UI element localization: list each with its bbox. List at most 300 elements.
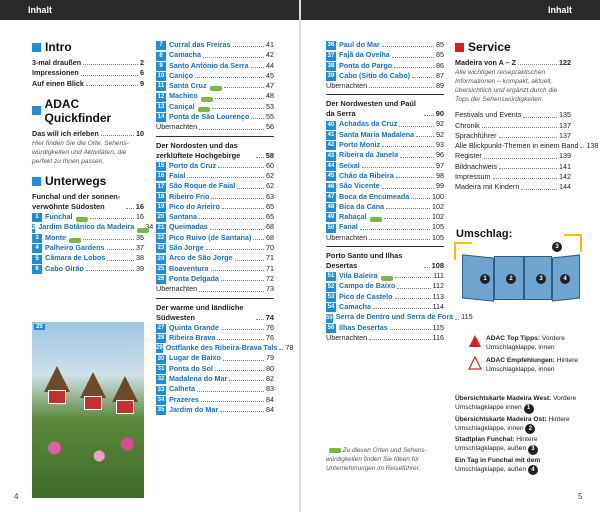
toc-row[interactable] [156,253,274,263]
page-ref: 112 [432,281,444,291]
toc-row[interactable] [455,182,571,192]
entry-number: 34 [157,396,165,403]
toc-row[interactable] [156,181,274,191]
entry-title: Caniçal [169,101,195,111]
entry-number: 32 [157,376,165,383]
page-ref: 82 [266,374,274,384]
region-heading: Der Nordosten und das zerklüftete Hochgebirge 58 [156,140,274,160]
flowers [32,432,144,472]
entry-title: Bildnachweis [455,161,497,171]
entry-title: Ilhas Desertas [339,322,388,332]
entry-number: 46 [327,183,335,190]
entry-number: 36 [327,42,335,49]
page-ref: 45 [266,70,274,80]
header-left: Inhalt [0,0,299,20]
toc-row[interactable] [156,264,274,274]
entry-title: Vila Baleira [339,271,378,281]
map-marker: 2 [525,424,535,434]
entry-number: 41 [327,132,335,139]
entry-number: 42 [327,142,335,149]
page-ref: 141 [559,161,571,171]
entry-title: Prazeres [169,394,199,404]
entry-number: 1 [32,213,42,222]
entry-number: 47 [327,193,335,200]
toc-row[interactable] [156,222,274,232]
map-marker: 1 [524,404,534,414]
entry-title: Santa Cruz [169,81,207,91]
page-ref: 85 [436,50,444,60]
page-ref: 105 [432,222,444,232]
entry-number: 2 [32,224,36,231]
toc-row[interactable] [156,171,274,181]
toc-row[interactable] [326,40,444,50]
car-icon [329,447,341,453]
car-icon [198,106,210,112]
page-ref: 114 [432,301,444,311]
entry-title: Register [455,151,482,161]
marker-2: 2 [506,274,516,284]
entry-title: Faial [169,170,186,180]
square-icon [455,43,464,52]
toc-row[interactable] [326,181,444,191]
car-icon [370,216,382,222]
photo-santana-houses: 25 [32,322,144,498]
entry-title: São Roque de Faial [169,181,236,191]
map-entry[interactable]: Stadtplan Funchal: Hintere Umschlagklappe, außen 3 [455,435,585,455]
entry-number: 19 [157,204,165,211]
toc-row[interactable] [32,243,144,253]
page-ref: 100 [432,191,444,201]
column-4 [455,40,599,193]
toc-row[interactable] [156,343,294,353]
page-ref: 47 [266,81,274,91]
page-ref: 98 [436,170,444,180]
car-icon [381,275,393,281]
toc-row[interactable] [156,161,274,171]
page-ref: 9 [140,78,144,88]
toc-row[interactable] [326,192,444,202]
entry-title: Caniço [169,70,193,80]
entry-title: Boaventura [169,263,209,273]
page-ref: 79 [266,353,274,363]
entry-number: 37 [327,52,335,59]
entry-number: 12 [157,93,165,100]
toc-row[interactable] [326,292,444,302]
entry-title: Madalena do Mar [169,374,228,384]
entry-number: 10 [157,73,165,80]
toc-row[interactable] [326,302,444,312]
car-icon [201,96,213,102]
page-ref: 135 [559,110,571,120]
page-ref: 142 [559,172,571,182]
page-ref: 65 [266,201,274,211]
toc-row[interactable] [156,102,274,112]
cover-diagram [460,244,582,308]
entry-number: 6 [32,265,42,274]
page-ref: 93 [436,140,444,150]
page-ref: 87 [436,70,444,80]
entry-title: Campo de Baixo [339,281,396,291]
entry-title: Camacha [169,50,201,60]
toc-row[interactable] [32,212,144,222]
page-ref: 84 [266,404,274,414]
toc-row[interactable] [326,71,444,81]
page-ref: 41 [266,40,274,49]
page-ref: 48 [266,91,274,101]
toc-row[interactable] [156,333,274,343]
entry-title: Ponta do Pargo [339,60,393,70]
section-intro: Intro [32,40,144,54]
entry-title: Jardim do Mar [169,404,219,414]
toc-row[interactable] [156,40,274,50]
entry-number: 5 [32,255,42,264]
toc-row[interactable] [455,141,599,151]
toc-row[interactable] [156,71,274,81]
toc-row[interactable] [326,212,444,222]
toc-row[interactable] [156,323,274,333]
toc-row[interactable] [32,264,144,274]
column-1 [32,40,154,274]
toc-row[interactable] [156,212,274,222]
toc-row[interactable] [156,91,274,101]
page-number-right: 5 [578,492,583,501]
page-ref: 70 [266,243,274,253]
entry-title: Impressum [455,172,491,182]
page-ref: 86 [436,60,444,70]
entry-number: 9 [156,62,166,71]
entry-number: 51 [327,273,335,280]
page-gutter [299,0,301,512]
entry-title: Quinta Grande [169,322,219,332]
entry-title: Ostflanke des Ribeira-Brava Tals [165,343,278,353]
entry-title: Paul do Mar [339,40,380,49]
toc-row[interactable] [156,233,274,243]
square-icon [32,177,41,186]
entry-title: Madeira mit Kindern [455,182,520,192]
page-ref: 97 [436,160,444,170]
toc-row[interactable] [455,110,571,120]
page-ref: 34 [145,222,154,232]
page-ref: 137 [559,120,571,130]
quickfinder-note: Hier finden Sie die Orte, Sehens-würdigkeiten und Aktivitäten, die perfekt zu Ihnen passen. [32,140,129,166]
toc-row[interactable]: Übernachten 56 [156,122,274,132]
page-ref: 137 [559,130,571,140]
page-ref: 99 [436,181,444,191]
page-ref: 102 [432,212,444,222]
entry-title: Funchal [45,212,73,222]
map-marker: 4 [528,465,538,475]
page-ref: 55 [266,112,274,122]
page-ref: 71 [266,253,274,263]
page-ref: 39 [136,263,144,273]
entry-number: 55 [326,314,333,321]
entry-title: Ribeira da Janela [339,150,399,160]
entry-title: Santa Maria Madalena [339,129,415,139]
entry-title: Curral das Freiras [169,40,231,49]
toc-row[interactable] [156,243,274,253]
entry-title: Achadas da Cruz [339,119,398,129]
entry-number: 13 [157,104,165,111]
entry-title: Porto da Cruz [169,160,217,170]
toc-row[interactable]: Das will ich erleben 10 [32,128,144,138]
page-ref: 85 [436,40,444,49]
entry-number: 20 [157,214,165,221]
entry-title: Chão da Ribeira [339,170,394,180]
toc-row[interactable] [156,81,274,91]
toc-row[interactable] [455,162,571,172]
section-unterwegs: Unterwegs [32,174,144,188]
page-ref: 62 [266,181,274,191]
entry-title: Lugar de Baixo [169,353,221,363]
page-ref: 37 [136,243,144,253]
entry-number: 8 [156,52,166,61]
page-ref: 144 [559,182,571,192]
entry-title: Ponta Delgada [169,273,219,283]
page-ref: 72 [266,273,274,283]
map-entry[interactable]: Übersichtskarte Madeira West: Vordere Umschlagklappe innen 1 [455,394,585,414]
marker-4: 4 [560,274,570,284]
page-ref: 78 [285,343,294,353]
house-shape [80,372,106,410]
page-ref: 80 [266,363,274,373]
page-ref: 44 [266,60,274,70]
toc-row[interactable] [156,61,274,71]
entry-number: 26 [157,276,165,283]
page-ref: 139 [559,151,571,161]
entry-title: Santo António da Serra [169,60,249,70]
toc-row[interactable] [156,364,274,374]
entry-number: 52 [327,283,335,290]
car-icon [210,85,222,91]
entry-title: Ribeira Brava [169,332,216,342]
entry-number: 7 [156,41,166,50]
page-ref: 96 [436,150,444,160]
entry-title: São Jorge [169,243,204,253]
entry-number: 31 [157,366,165,373]
entry-number: 29 [156,345,163,352]
toc-row[interactable] [455,131,571,141]
map-entry[interactable]: Ein Tag in Funchal mit dem Umschlagklappe, außen 4 [455,456,585,476]
entry-title: Seixal [339,160,360,170]
entry-title: Alle Blickpunkt-Themen in einem Band [455,141,579,151]
toc-row[interactable] [32,79,144,89]
entry-title: Ponta do Sol [169,363,213,373]
car-icon [69,237,81,243]
page-ref: 76 [266,332,274,342]
entry-number: 56 [327,324,335,331]
toc-row[interactable] [326,271,444,281]
entry-number: 27 [157,324,165,331]
entry-number: 39 [327,73,335,80]
entry-title: Queimadas [169,222,208,232]
entry-number: 23 [157,245,165,252]
entry-title: Monte [45,232,67,242]
page-ref: 83 [266,384,274,394]
toc-row[interactable] [326,61,444,71]
region-heading: Porto Santo und Ilhas Desertas 108 [326,251,444,271]
toc-row[interactable] [455,172,571,182]
entry-title: Serra de Dentro und Serra de Fora [335,312,454,322]
page-ref: 42 [266,50,274,60]
entry-title: Bica da Cana [339,201,385,211]
entry-title: Jardim Botânico da Madeira [38,222,135,232]
entry-title: Câmara de Lobos [45,253,106,263]
page-ref: 62 [266,170,274,180]
page-ref: 102 [432,201,444,211]
entry-number: 40 [327,121,335,128]
page-ref: 53 [266,101,274,111]
entry-number: 35 [157,407,165,414]
entry-title: Cabo Girão [45,263,84,273]
entry-title: Arco de São Jorge [169,253,233,263]
section-quickfinder: ADAC Quickfinder [32,97,144,125]
entry-title: Camacha [339,301,371,311]
page-ref: 65 [266,212,274,222]
entry-number: 48 [327,204,335,211]
house-shape [112,376,138,414]
marker-3: 3 [536,274,546,284]
toc-row[interactable]: Übernachten 73 [156,284,274,294]
entry-number: 43 [327,152,335,159]
page-ref: 115 [461,312,473,322]
entry-number: 49 [327,214,335,221]
region-heading: Der warme und ländliche Südwesten 74 [156,302,274,322]
maps-list [455,394,585,476]
toc-row[interactable] [326,119,444,129]
toc-row[interactable] [455,121,571,131]
page-ref: 38 [136,253,144,263]
toc-row[interactable] [156,50,274,60]
entry-number: 54 [327,304,335,311]
toc-row[interactable] [326,171,444,181]
entry-number: 28 [157,335,165,342]
entry-title: Boca da Encumeada [339,191,410,201]
page-ref: 2 [140,58,144,67]
region-heading: Funchal und der sonnen-verwöhnte Südosten 16 [32,192,144,212]
entry-title: Palheiro Gardens [45,243,105,253]
toc-row[interactable]: Übernachten 116 [326,332,444,342]
entry-title: Pico do Arieiro [169,201,220,211]
entry-number: 50 [327,224,335,231]
toc-row[interactable] [326,323,444,333]
entry-title: 3-mal draußen [32,58,82,67]
toc-row[interactable] [156,405,274,415]
entry-number: 21 [157,224,165,231]
entry-number: 22 [157,235,165,242]
entry-title: Festivals und Events [455,110,522,120]
entry-number: 16 [157,173,165,180]
entry-number: 30 [157,355,165,362]
entry-title: São Vicente [339,181,380,191]
car-legend-note: Zu diesen Orten und Sehens-würdigkeiten finden Sie Ideen für Unternehmungen im Reiseführer. [326,447,427,472]
entry-number: 45 [327,173,335,180]
toc-row[interactable] [326,161,444,171]
toc-row[interactable] [32,233,144,243]
entry-title: Pico Ruivo (de Santana) [169,232,252,242]
entry-title: Sprachführer [455,130,497,140]
page-ref: 76 [266,322,274,332]
toc-row[interactable]: Madeira von A – Z 122 [455,58,571,67]
entry-title: Ribeiro Frio [169,191,210,201]
square-icon [32,43,41,52]
toc-row[interactable] [32,222,154,232]
map-entry[interactable]: Übersichtskarte Madeira Ost: Hintere Umschlagklappe, innen 2 [455,415,585,435]
entry-title: Calheta [169,384,195,394]
toc-row[interactable] [156,384,274,394]
page-ref: 63 [266,191,274,201]
entry-number: 17 [157,183,165,190]
toc-row[interactable] [326,130,444,140]
toc-row[interactable] [326,312,473,322]
toc-row[interactable] [32,68,144,78]
entry-number: 53 [327,293,335,300]
toc-row[interactable] [32,253,144,263]
toc-row[interactable] [326,202,444,212]
column-2 [156,40,294,415]
toc-row[interactable] [156,395,274,405]
page-ref: 111 [433,271,444,281]
page-ref: 113 [432,291,444,301]
entry-number: 24 [157,255,165,262]
page-ref: 6 [140,68,144,78]
entry-title: Fanal [339,222,358,232]
toc-row[interactable] [326,281,444,291]
page-ref: 68 [266,222,274,232]
page-ref: 84 [266,394,274,404]
toc-row[interactable] [326,222,444,232]
entry-number: 33 [157,386,165,393]
corner-mark [564,234,582,252]
entry-title: Machico [169,91,198,101]
toc-row[interactable] [156,112,274,122]
toc-row[interactable]: Übernachten 105 [326,232,444,242]
square-icon [32,106,41,115]
section-service: Service [455,40,571,54]
top-tip-icon [468,334,482,348]
toc-row[interactable] [326,50,444,60]
toc-row[interactable] [32,58,144,68]
entry-number: 18 [157,193,165,200]
entry-title: Fajã da Ovelha [339,50,390,60]
entry-title: Impressionen [32,68,79,78]
entry-title: Cabo (Sítio do Cabo) [339,70,411,80]
entry-title: Porto Moniz [339,140,381,150]
entry-title: Chronik [455,120,480,130]
umschlag-title: Umschlag: [456,228,513,240]
toc-row[interactable]: Übernachten 89 [326,81,444,91]
page-ref: 92 [436,129,444,139]
entry-number: 15 [157,162,165,169]
entry-title: Santana [169,212,197,222]
car-icon [76,216,88,222]
page-ref: 138 [586,141,599,151]
toc-row[interactable] [326,140,444,150]
toc-row[interactable] [156,353,274,363]
entry-number: 25 [157,265,165,272]
entry-title: Rabaçal [339,212,367,222]
marker-top: 3 [552,242,562,252]
page-number-left: 4 [14,492,19,501]
toc-row[interactable] [156,202,274,212]
toc-row[interactable] [455,151,571,161]
toc-row[interactable] [326,150,444,160]
toc-row[interactable] [156,192,274,202]
marker-1: 1 [480,274,490,284]
toc-row[interactable] [156,374,274,384]
recommendation-icon [468,356,482,370]
entry-title: Auf einen Blick [32,78,84,88]
toc-row[interactable] [156,274,274,284]
